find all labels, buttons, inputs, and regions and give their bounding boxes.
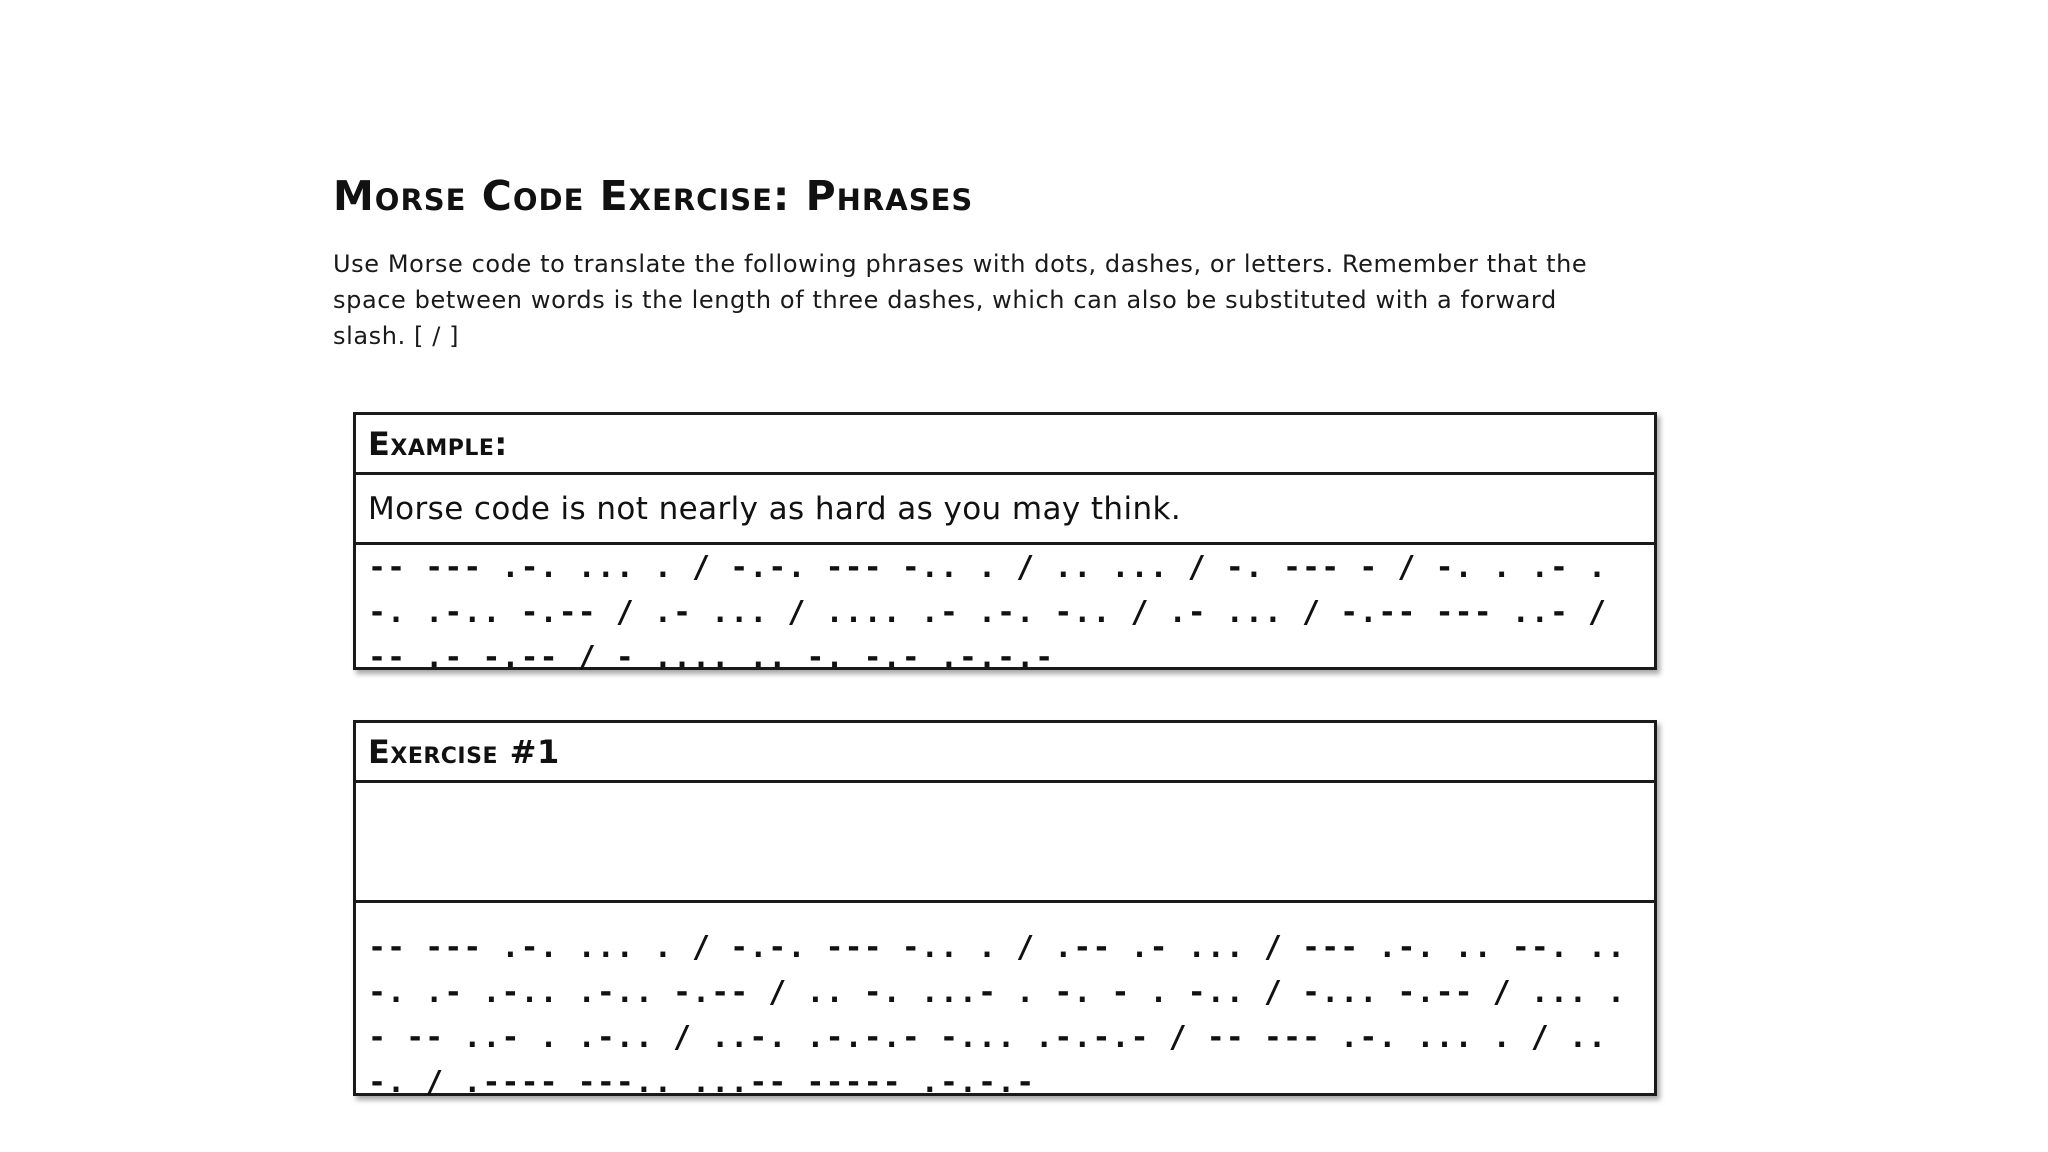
page-title: Morse Code Exercise: Phrases — [333, 172, 974, 220]
exercise-1-card — [353, 720, 1657, 1100]
exercise-1-morse-code: -- --- .-. ... . / -.-. --- -.. . / .-- .- ... / --- .-. .. --. .. -. .- .-.. .-.. -.-- / .. -. ...- . -. - . -.. / -... -.-- / ... .- -- ..- . .-.. / ..-. .-.-.- -... .-.-.- / -- --- .-. ... . / .. -. / .---- ---.. ...-- ----- .-.-.- — [356, 900, 1654, 1093]
instructions-text: Use Morse code to translate the following phrases with dots, dashes, or letters. Remember that the space between words is the length of three dashes, which can also be substituted with a forward slash. [ / ] — [333, 250, 1588, 350]
exercise-1-answer-box[interactable] — [356, 780, 1654, 900]
exercise-1-heading: Exercise #1 — [368, 732, 560, 771]
example-card — [353, 412, 1657, 675]
example-phrase: Morse code is not nearly as hard as you may think. — [356, 472, 1654, 542]
example-morse-code: -- --- .-. ... . / -.-. --- -.. . / .. ... / -. --- - / -. . .- .-. .-.. -.-- / .- ... / .... .- .-. -.. / .- ... / -.-- --- ..- / -- .- -.-- / - .... .. -. -.- .-.-.- — [356, 542, 1654, 664]
example-heading: Example: — [368, 424, 508, 463]
